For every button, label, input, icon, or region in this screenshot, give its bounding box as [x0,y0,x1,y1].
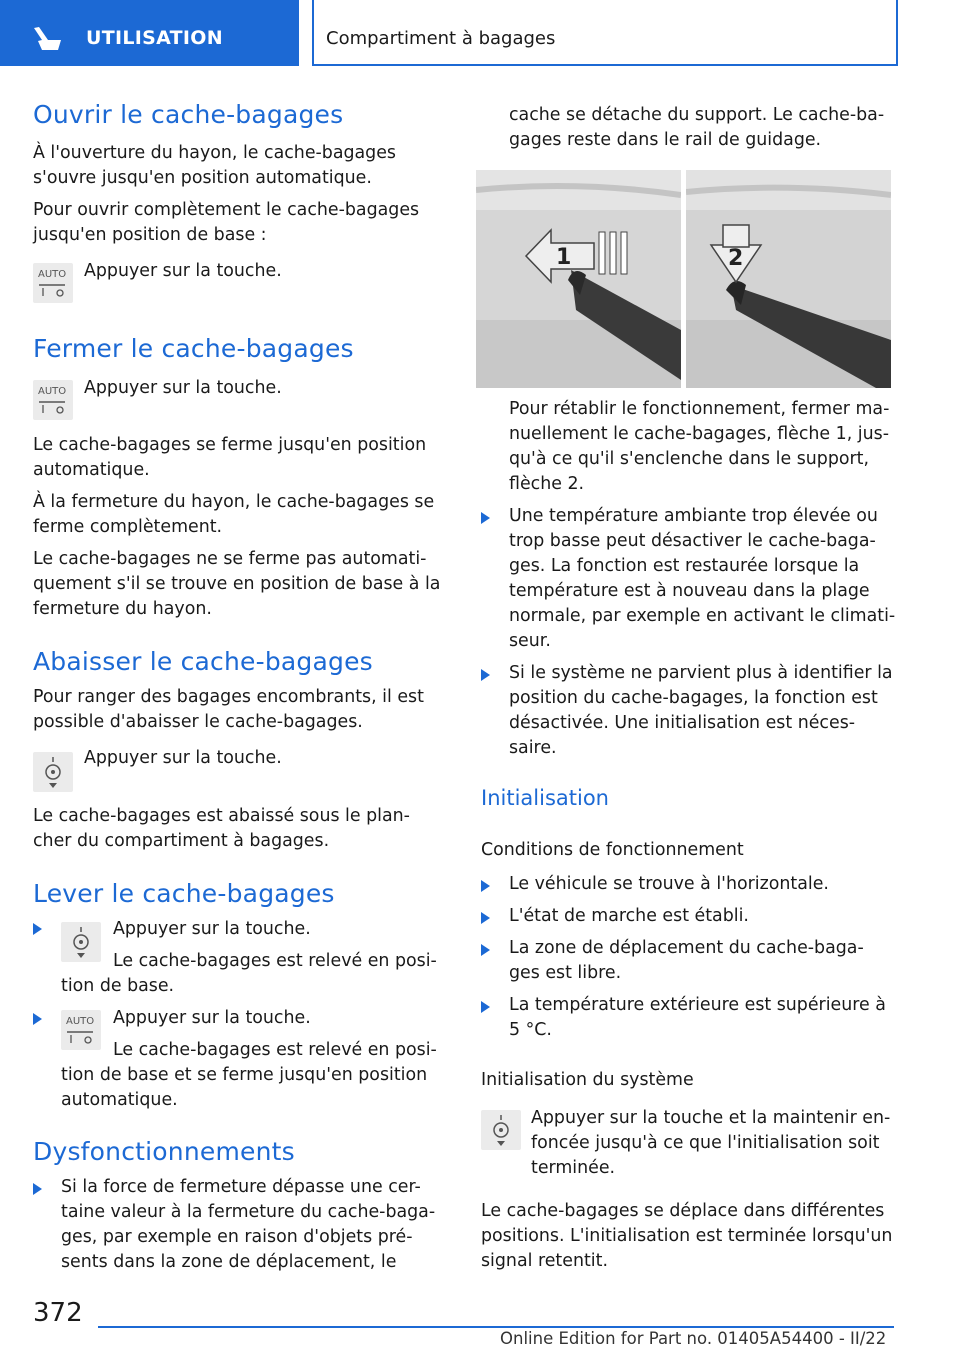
temp-line3: ges. La fonction est restaurée lorsque la [509,556,860,576]
chapter-tab [0,0,299,66]
lever-b2-line3: automatique. [61,1090,178,1110]
lever-b1-key-text: Appuyer sur la touche. [113,919,311,939]
photo-label-1: 1 [556,245,572,270]
dysf-b1-line1: Si la force de fermeture dépasse une cer- [61,1177,421,1197]
triangle-bullet-icon [33,1013,42,1025]
final-line2: positions. L'initialisation est terminée lorsqu'un [481,1226,893,1246]
svg-text:AUTO: AUTO [38,269,67,280]
section-title: Compartiment à bagages [326,28,556,49]
triangle-bullet-icon [481,944,490,956]
final-line1: Le cache-bagages se déplace dans différentes [481,1201,885,1221]
fermer-text-1b: automatique. [33,460,150,480]
lever-b1-line1: Le cache-bagages est relevé en posi- [113,951,437,971]
chapter-title: UTILISATION [86,27,223,49]
lever-b2-line2: tion de base et se ferme jusqu'en position [61,1065,428,1085]
triangle-bullet-icon [481,880,490,892]
svg-text:AUTO: AUTO [38,386,67,397]
fermer-text-1: Le cache-bagages se ferme jusqu'en position [33,435,427,455]
ident-line4: saire. [509,738,557,758]
auto-cover-key-icon [33,263,73,303]
cond-item-4b: 5 °C. [509,1020,552,1040]
page-number: 372 [33,1298,83,1328]
triangle-bullet-icon [33,923,42,935]
fermer-key-text: Appuyer sur la touche. [84,378,282,398]
cond-item-4a: La température extérieure est supérieure à [509,995,886,1015]
dysf-cont-line1: cache se détache du support. Le cache-ba- [509,105,885,125]
restore-line4: flèche 2. [509,474,585,494]
edition-note: Online Edition for Part no. 01405A54400 - II/22 [500,1329,887,1348]
heading-initialisation: Initialisation [481,786,609,810]
temp-line1: Une température ambiante trop élevée ou [509,506,878,526]
dysf-b1-line4: sents dans la zone de déplacement, le [61,1252,397,1272]
fermer-text-3b: quement s'il se trouve en position de base à la [33,574,441,594]
cover-up-down-key-icon [61,922,101,962]
photo-label-2: 2 [728,246,744,271]
cover-up-down-key-icon [481,1110,521,1150]
ouvrir-key-text: Appuyer sur la touche. [84,261,282,281]
footer-divider [98,1326,894,1328]
cond-item-1: Le véhicule se trouve à l'horizontale. [509,874,829,894]
heading-ouvrir: Ouvrir le cache-bagages [33,100,344,129]
fermer-text-3: Le cache-bagages ne se ferme pas automati- [33,549,427,569]
final-line3: signal retentit. [481,1251,608,1271]
ouvrir-text-1: À l'ouverture du hayon, le cache-bagages [33,143,396,163]
lever-b2-key-text: Appuyer sur la touche. [113,1008,311,1028]
ident-line3: désactivée. Une initialisation est néces- [509,713,856,733]
temp-line4: température est à nouveau dans la plage [509,581,870,601]
heading-fermer: Fermer le cache-bagages [33,334,354,363]
lever-b1-line2: tion de base. [61,976,175,996]
triangle-bullet-icon [481,512,490,524]
temp-line6: seur. [509,631,551,651]
photo-arrow-2 [686,170,891,388]
restore-line1: Pour rétablir le fonctionnement, fermer ma- [509,399,890,419]
abaisser-text-2b: cher du compartiment à bagages. [33,831,330,851]
dysf-cont-line2: gages reste dans le rail de guidage. [509,130,822,150]
hand-pointer-icon [28,24,66,54]
triangle-bullet-icon [481,912,490,924]
restore-line3: qu'à ce qu'il s'enclenche dans le support, [509,449,869,469]
auto-cover-key-icon [61,1010,101,1050]
heading-lever: Lever le cache-bagages [33,879,335,908]
ident-line1: Si le système ne parvient plus à identifier la [509,663,893,683]
abaisser-text-1: Pour ranger des bagages encombrants, il est [33,687,424,707]
lever-b2-line1: Le cache-bagages est relevé en posi- [113,1040,437,1060]
fermer-text-2: À la fermeture du hayon, le cache-bagages se [33,492,435,512]
heading-init-systeme: Initialisation du système [481,1070,694,1090]
restore-line2: nuellement le cache-bagages, flèche 1, jus- [509,424,889,444]
heading-conditions: Conditions de fonctionnement [481,840,744,860]
auto-cover-key-icon [33,380,73,420]
cond-item-3b: ges est libre. [509,963,622,983]
fermer-text-2b: ferme complètement. [33,517,223,537]
temp-line5: normale, par exemple en activant le climati- [509,606,896,626]
cond-item-2: L'état de marche est établi. [509,906,749,926]
sys-key-line1: Appuyer sur la touche et la maintenir en- [531,1108,891,1128]
triangle-bullet-icon [33,1183,42,1195]
cover-up-down-key-icon [33,752,73,792]
fermer-text-3c: fermeture du hayon. [33,599,212,619]
sys-key-line2: foncée jusqu'à ce que l'initialisation soit [531,1133,880,1153]
ident-line2: position du cache-bagages, la fonction est [509,688,878,708]
abaisser-key-text: Appuyer sur la touche. [84,748,282,768]
heading-dysfonctionnements: Dysfonctionnements [33,1137,295,1166]
svg-text:AUTO: AUTO [66,1016,95,1027]
cond-item-3a: La zone de déplacement du cache-baga- [509,938,864,958]
photo-arrow-1 [476,170,681,388]
abaisser-text-2: Le cache-bagages est abaissé sous le plan- [33,806,410,826]
ouvrir-text-2: Pour ouvrir complètement le cache-bagages [33,200,420,220]
sys-key-line3: terminée. [531,1158,616,1178]
ouvrir-text-2b: jusqu'en position de base : [33,225,267,245]
triangle-bullet-icon [481,669,490,681]
heading-abaisser: Abaisser le cache-bagages [33,647,373,676]
abaisser-text-1b: possible d'abaisser le cache-bagages. [33,712,363,732]
dysf-b1-line2: taine valeur à la fermeture du cache-baga- [61,1202,436,1222]
triangle-bullet-icon [481,1001,490,1013]
ouvrir-text-1b: s'ouvre jusqu'en position automatique. [33,168,372,188]
temp-line2: trop basse peut désactiver le cache-baga- [509,531,876,551]
dysf-b1-line3: ges, par exemple en raison d'objets pré- [61,1227,413,1247]
